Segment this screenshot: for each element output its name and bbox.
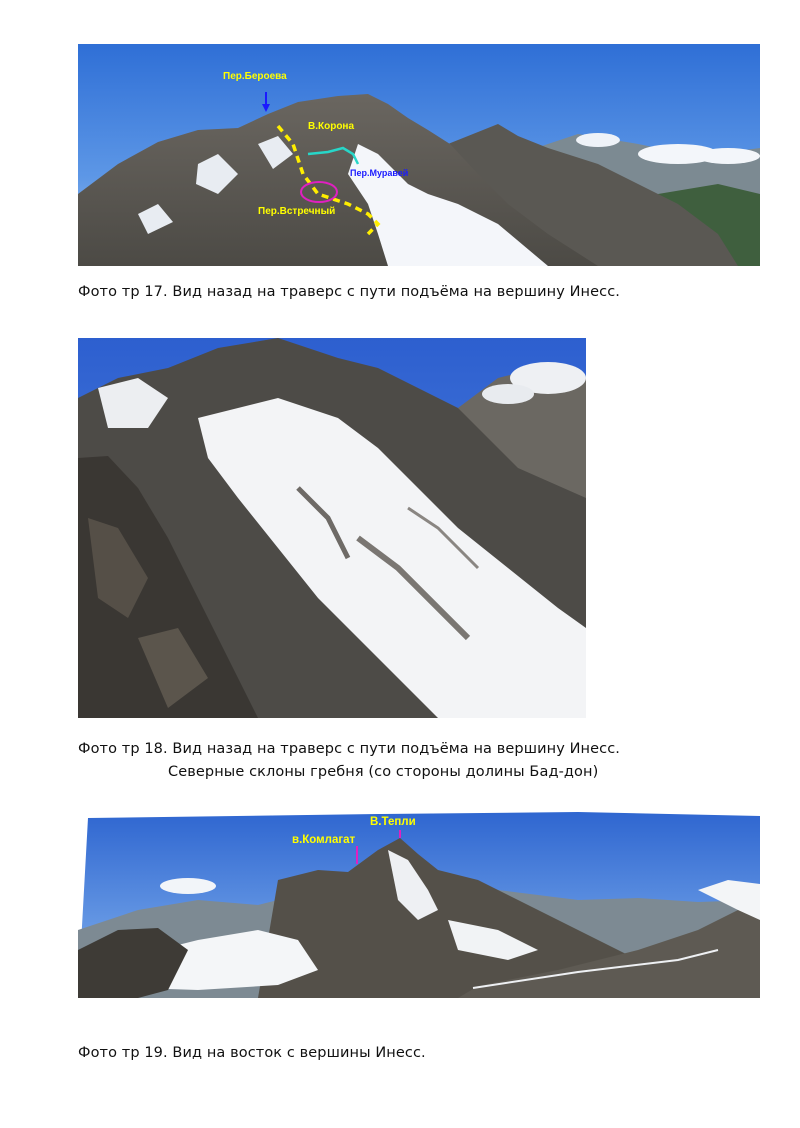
caption-photo-19: Фото тр 19. Вид на восток с вершины Инесс.	[78, 1045, 426, 1061]
photo-18	[78, 338, 586, 718]
caption-photo-18-line1: Фото тр 18. Вид назад на траверс с пути подъёма на вершину Инесс.	[78, 741, 620, 757]
label-korona: В.Корона	[308, 121, 355, 132]
label-muravei: Пер.Муравей	[350, 168, 409, 178]
label-komlagat: в.Комлагат	[292, 834, 356, 846]
label-tepli: В.Тепли	[370, 816, 416, 828]
photo-17	[78, 44, 760, 266]
label-berova: Пер.Бероева	[223, 71, 287, 82]
label-vstrechny: Пер.Встречный	[258, 206, 336, 217]
caption-photo-18-line2: Северные склоны гребня (со стороны долины Бад-дон)	[168, 764, 599, 780]
photo-19	[78, 810, 760, 1000]
caption-photo-17: Фото тр 17. Вид назад на траверс с пути подъёма на вершину Инесс.	[78, 284, 620, 300]
